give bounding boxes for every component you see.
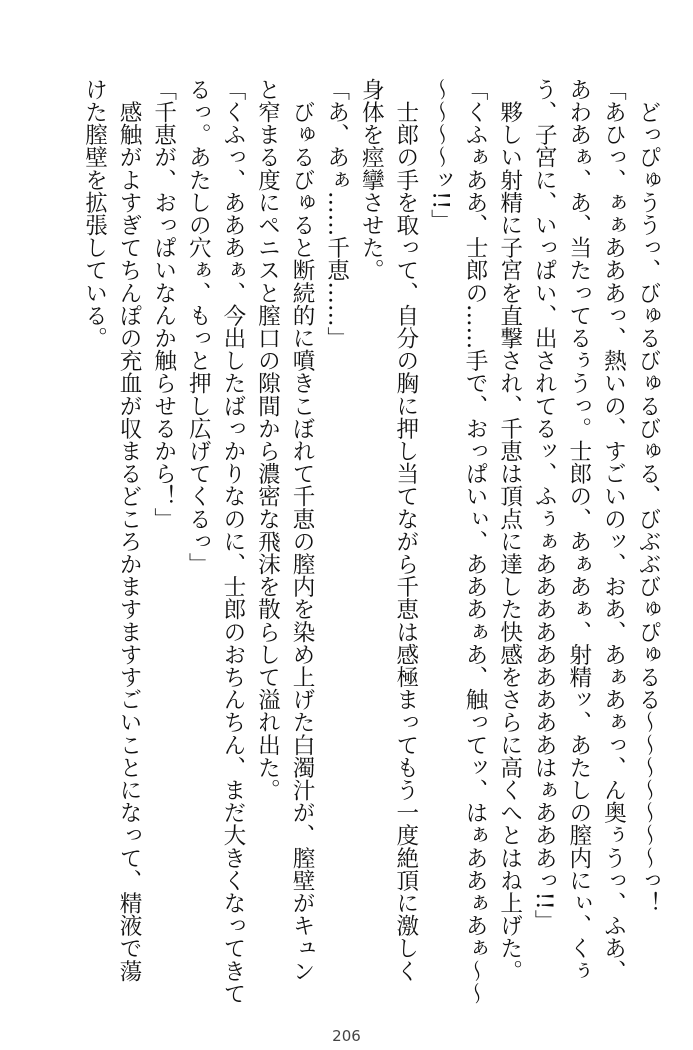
text-line: 〜〜〜〜ッ!!」 [427,78,454,232]
text-line: 身体を痙攣させた。 [358,78,385,282]
text-line: けた膣壁を拡張している。 [81,78,108,350]
text-line: 「くふっ、あああぁ、今出したばっかりなのに、士郎のおちんちん、まだ大きくなってきて [219,78,246,1005]
text-line: 「千恵が、おっぱいなんか触らせるから！」 [150,78,177,530]
page-number: 206 [332,1027,361,1045]
text-line: あわあぁ、あ、当たってるぅうっ。士郎の、あぁあぁ、射精ッ、あたしの膣内にぃ、くぅ [565,78,592,982]
text-line: るっ。あたしの穴ぁ、もっと押し広げてくるっ」 [185,78,212,576]
text-line: どっぴゅううっ、びゅるびゅるびゅる、びぶぶびゅぴゅるる〜〜〜〜〜〜〜っ！ [635,78,661,915]
text-line: 「あ、あぁ……千恵……」 [323,78,350,350]
vertical-text-body [25,78,665,1023]
text-line: 士郎の手を取って、自分の胸に押し当てながら千恵は感極まってもう一度絶頂に激しく [392,78,419,982]
text-line: 感触がよすぎてちんぽの充血が収まるどころかますますすごいことになって、精液で蕩 [116,78,143,982]
text-line: う、子宮に、いっぱい、出されてるッ、ふぅぁあああああああああはぁあああっ!!」 [531,78,558,933]
text-line: と窄まる度にペニスと膣口の隙間から濃密な飛沫を散らして溢れ出た。 [254,78,281,802]
text-line: 「あひっ、ぁぁあああっ、熱いの、すごいのッ、おあ、あぁあぁっ、ん奥ぅうっ、ふあ、 [600,78,627,982]
text-line: 夥しい射精に子宮を直撃され、千恵は頂点に達した快感をさらに高くへとはね上げた。 [496,78,523,982]
text-line: 「くふぁああ、士郎の……手で、おっぱいぃ、あああぁあ、触ってッ、はぁああぁあぁ〜〜 [462,78,489,1005]
text-line: びゅるびゅると断続的に噴きこぼれて千恵の膣内を染め上げた白濁汁が、膣壁がキュン [289,78,316,982]
